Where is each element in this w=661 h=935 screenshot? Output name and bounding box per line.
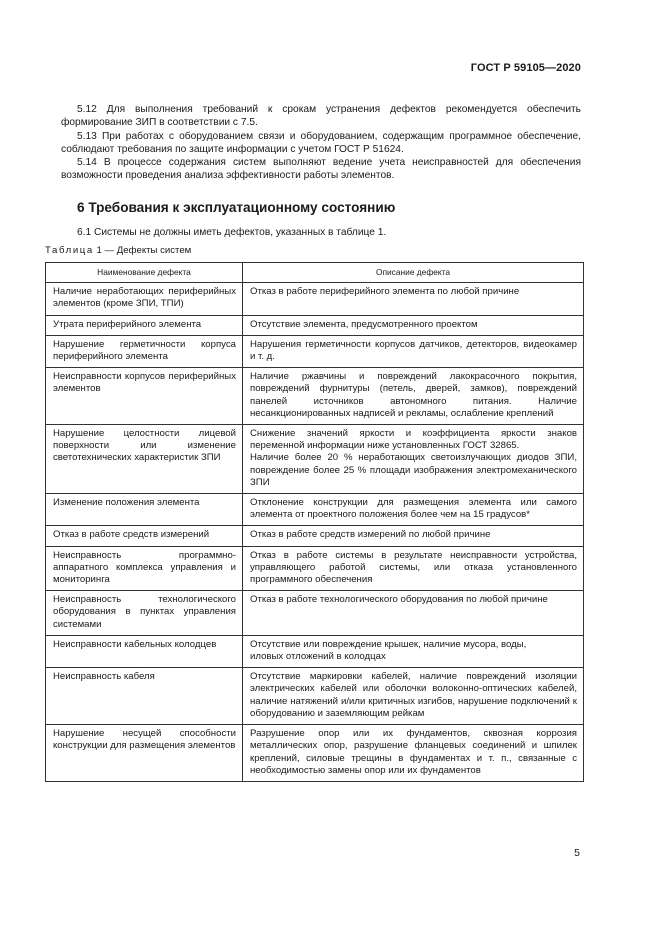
defect-description-line: Разрушение опор или их фундаментов, сквозная коррозия металлических опор, разрушение фланцевых соединений и шпилек креплений, силовые трещины в фундаментах и т. п., связанные с необходимостью замены опор или их фундаментов	[250, 728, 577, 776]
defect-description-line: иловых отложений в колодцах	[250, 651, 386, 663]
table-row	[46, 725, 584, 782]
defect-description-cell	[243, 315, 584, 335]
table-caption	[45, 245, 191, 256]
defect-description-line: Нарушения герметичности корпусов датчиков, детекторов, видеокамер и т. д.	[250, 338, 577, 363]
defect-description-cell	[243, 546, 584, 591]
table-row	[46, 635, 584, 667]
defect-name-cell: Нарушение герметичности корпуса периферийного элемента	[46, 335, 243, 367]
defect-description-cell	[243, 335, 584, 367]
column-header-description: Описание дефекта	[243, 263, 584, 283]
defect-description-cell	[243, 668, 584, 725]
column-header-name: Наименование дефекта	[46, 263, 243, 283]
defect-description-cell	[243, 368, 584, 425]
table-row	[46, 335, 584, 367]
table-row	[46, 315, 584, 335]
defect-description-line: Наличие более 20 % неработающих светоизлучающих диодов ЗПИ, повреждение более 25 % площади изображения электромеханического ЗПИ	[250, 452, 577, 488]
section-title: 6 Требования к эксплуатационному состоянию	[77, 200, 396, 215]
document-standard-header: ГОСТ Р 59105—2020	[470, 62, 581, 74]
defect-description-cell	[243, 526, 584, 546]
paragraph-5-12: 5.12 Для выполнения требований к срокам устранения дефектов рекомендуется обеспечить формирование ЗИП в соответствии с 7.5.	[61, 104, 581, 129]
defect-description-line: Отказ в работе системы в результате неисправности устройства, управляющего работой системы, или отказа установленного программного обеспечения	[250, 549, 577, 586]
defect-description-cell	[243, 725, 584, 782]
paragraph-5-13: 5.13 При работах с оборудованием связи и оборудованием, содержащим программное обеспечение, соблюдают требования по защите информации с учетом ГОСТ Р 51624.	[61, 130, 581, 155]
defect-name-cell: Неисправности кабельных колодцев	[46, 635, 243, 667]
defect-description-line: Отказ в работе средств измерений по любой причине	[250, 529, 491, 541]
defect-name-cell: Нарушение несущей способности конструкции для размещения элементов	[46, 725, 243, 782]
defect-description-line: Наличие ржавчины и повреждений лакокрасочного покрытия, повреждений фурнитуры (петель, дверей, замков), повреждений панелей источников автономного питания. Наличие несанкционированных надписей и рекламы, ослабление креплений	[250, 371, 577, 419]
defect-description-cell	[243, 635, 584, 667]
defect-description-cell	[243, 591, 584, 636]
defects-table	[45, 262, 584, 782]
table-header-row	[46, 263, 584, 283]
defect-name-cell: Отказ в работе средств измерений	[46, 526, 243, 546]
defect-name-cell: Утрата периферийного элемента	[46, 315, 243, 335]
defect-description-cell	[243, 494, 584, 526]
defect-name-cell: Наличие неработающих периферийных элементов (кроме ЗПИ, ТПИ)	[46, 283, 243, 315]
defect-name-cell: Изменение положения элемента	[46, 494, 243, 526]
table-row	[46, 591, 584, 636]
table-row	[46, 546, 584, 591]
table-row	[46, 368, 584, 425]
defect-name-cell: Неисправности корпусов периферийных элементов	[46, 368, 243, 425]
defect-description-line: Отказ в работе технологического оборудования по любой причине	[250, 594, 548, 606]
paragraph-5-14: 5.14 В процессе содержания систем выполняют ведение учета неисправностей для обеспечения возможности проведения анализа эффективности работы элементов.	[61, 157, 581, 182]
table-row	[46, 668, 584, 725]
table-caption-label: Таблица	[45, 245, 94, 256]
table-row	[46, 494, 584, 526]
defect-description-line: Отказ в работе периферийного элемента по любой причине	[250, 286, 520, 298]
table-row	[46, 526, 584, 546]
defect-name-cell: Неисправность технологического оборудования в пунктах управления системами	[46, 591, 243, 636]
table-caption-text: 1 — Дефекты систем	[93, 245, 192, 256]
defect-description-line: Отсутствие элемента, предусмотренного проектом	[250, 318, 478, 330]
section-intro: 6.1 Системы не должны иметь дефектов, указанных в таблице 1.	[77, 227, 387, 238]
defect-name-cell: Неисправность кабеля	[46, 668, 243, 725]
defect-description-line: Снижение значений яркости и коэффициента яркости знаков переменной информации ниже установленных ГОСТ 32865.	[250, 428, 577, 452]
defect-description-line: Отсутствие или повреждение крышек, наличие мусора, воды,	[250, 638, 527, 650]
paragraph-block	[61, 103, 581, 183]
page-number: 5	[574, 847, 580, 859]
defects-table-body	[46, 283, 584, 782]
defect-description-line: Отсутствие маркировки кабелей, наличие повреждений изоляции электрических кабелей или оболочки волоконно-оптических кабелей, наличие натяжений и/или критичных изгибов, нарушение подключений к оборудованию и заземляющим рейкам	[250, 671, 577, 719]
defect-name-cell: Неисправность программно-аппаратного комплекса управления и мониторинга	[46, 546, 243, 591]
table-row	[46, 283, 584, 315]
defect-name-cell: Нарушение целостности лицевой поверхности или изменение светотехнических характеристик ЗПИ	[46, 425, 243, 494]
defect-description-cell	[243, 283, 584, 315]
table-row	[46, 425, 584, 494]
defect-description-line: Отклонение конструкции для размещения элемента или самого элемента от проектного положения более чем на 15 градусов*	[250, 497, 577, 521]
defect-description-cell	[243, 425, 584, 494]
